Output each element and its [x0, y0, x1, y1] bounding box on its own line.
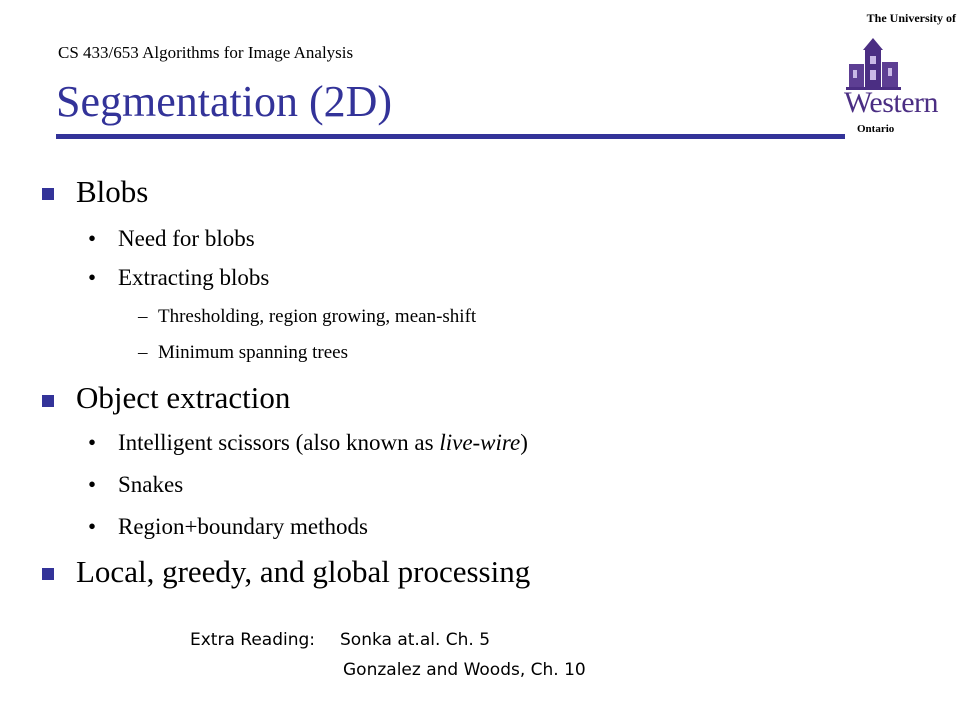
list-item: Region+boundary methods — [118, 514, 368, 539]
list-subitem: Thresholding, region growing, mean-shift — [158, 306, 477, 327]
university-logo — [826, 10, 956, 135]
logo-western: Western — [844, 86, 939, 119]
slide-title: Segmentation (2D) — [56, 77, 393, 126]
list-item: Snakes — [118, 472, 184, 497]
logo-ontario: Ontario — [857, 123, 895, 135]
reading-label: Extra Reading: — [190, 630, 316, 650]
bullet-square-icon — [42, 188, 54, 200]
scissors-text: Intelligent scissors (also known as — [118, 430, 440, 455]
bullet-dot-icon: • — [88, 514, 97, 539]
title-underline — [56, 134, 845, 139]
reading-ref-1: Sonka at.al. Ch. 5 — [340, 630, 491, 650]
scissors-emphasis: live-wire — [439, 430, 521, 455]
bullet-dash-icon: – — [138, 306, 148, 327]
reading-ref-2: Gonzalez and Woods, Ch. 10 — [343, 660, 586, 680]
scissors-close: ) — [520, 430, 528, 455]
logo-university-of: The University of — [866, 11, 956, 25]
course-title: CS 433/653 Algorithms for Image Analysis — [58, 43, 354, 62]
list-subitem: Minimum spanning trees — [158, 342, 348, 363]
list-item — [118, 430, 528, 456]
bullet-dot-icon: • — [88, 430, 97, 455]
outline-processing: Local, greedy, and global processing — [76, 554, 531, 589]
list-item: Need for blobs — [118, 226, 255, 251]
bullet-dot-icon: • — [88, 265, 97, 290]
bullet-dot-icon: • — [88, 472, 97, 497]
list-item: Extracting blobs — [118, 265, 270, 290]
outline-blobs: Blobs — [76, 174, 149, 209]
bullet-dash-icon: – — [138, 342, 148, 363]
bullet-square-icon — [42, 568, 54, 580]
outline-object-extraction: Object extraction — [76, 380, 291, 415]
bullet-dot-icon: • — [88, 226, 97, 251]
tower-icon — [846, 38, 901, 90]
bullet-square-icon — [42, 395, 54, 407]
